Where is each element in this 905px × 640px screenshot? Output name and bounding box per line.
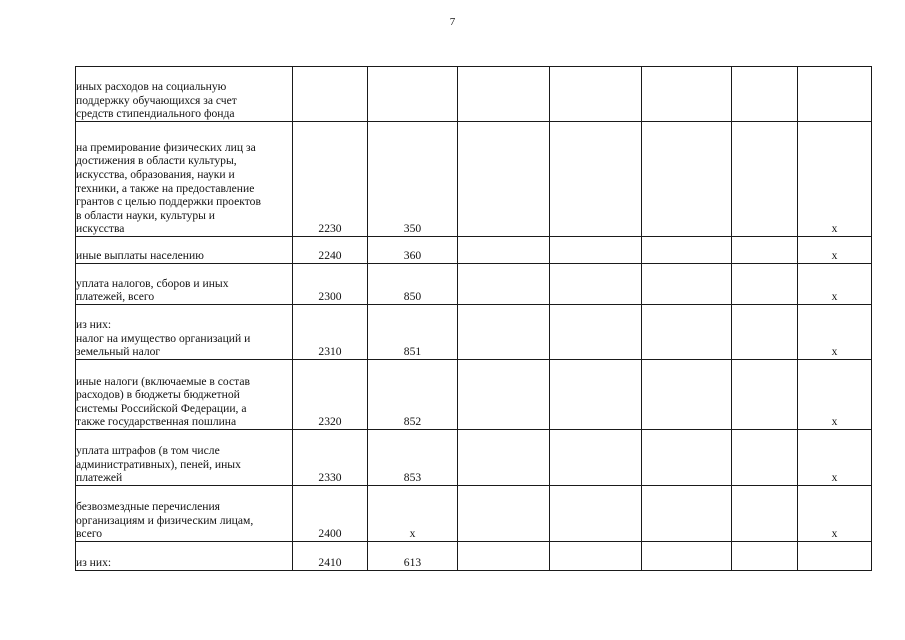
- table-row: [76, 264, 872, 305]
- line-code: 2300: [293, 264, 368, 305]
- amount-cell: [550, 237, 642, 264]
- description-line: уплата налогов, сборов и иных: [76, 276, 229, 290]
- description-line: всего: [76, 527, 103, 541]
- amount-cell: [642, 542, 732, 571]
- description-line: из них:: [76, 556, 112, 570]
- table-row: [76, 122, 872, 237]
- description-line: поддержку обучающихся за счет: [76, 93, 237, 107]
- amount-cell: [732, 486, 798, 542]
- table-row: [76, 486, 872, 542]
- not-applicable-mark: x: [798, 264, 872, 305]
- row-description: [76, 486, 293, 542]
- classification-code: 852: [368, 360, 458, 430]
- amount-cell: [642, 67, 732, 122]
- line-code: 2330: [293, 430, 368, 486]
- description-line: на премирование физических лиц за: [76, 140, 256, 154]
- amount-cell: [642, 360, 732, 430]
- classification-code: 850: [368, 264, 458, 305]
- amount-cell: [550, 360, 642, 430]
- amount-cell: [732, 360, 798, 430]
- amount-cell: [732, 122, 798, 237]
- not-applicable-mark: x: [798, 305, 872, 360]
- amount-cell: [550, 430, 642, 486]
- amount-cell: [642, 237, 732, 264]
- amount-cell: [732, 430, 798, 486]
- not-applicable-mark: x: [798, 237, 872, 264]
- classification-code: 851: [368, 305, 458, 360]
- description-line: иных расходов на социальную: [76, 80, 227, 94]
- description-line: техники, а также на предоставление: [76, 181, 255, 195]
- line-code: [293, 67, 368, 122]
- table-row: [76, 237, 872, 264]
- line-code: 2320: [293, 360, 368, 430]
- description-line: иные выплаты населению: [76, 249, 204, 263]
- amount-cell: [732, 237, 798, 264]
- table-row: [76, 542, 872, 571]
- amount-cell: [550, 486, 642, 542]
- row-description: [76, 264, 293, 305]
- amount-cell: [642, 122, 732, 237]
- not-applicable-mark: x: [798, 430, 872, 486]
- table-row: [76, 67, 872, 122]
- amount-cell: [458, 122, 550, 237]
- description-line: уплата штрафов (в том числе: [76, 444, 220, 458]
- classification-code: 613: [368, 542, 458, 571]
- description-line: административных), пеней, иных: [76, 457, 241, 471]
- classification-code: [368, 67, 458, 122]
- amount-cell: [550, 67, 642, 122]
- table-row: [76, 430, 872, 486]
- description-line: иные налоги (включаемые в состав: [76, 374, 250, 388]
- amount-cell: [550, 264, 642, 305]
- row-description: [76, 360, 293, 430]
- description-line: искусства: [76, 222, 125, 236]
- amount-cell: [458, 360, 550, 430]
- description-line: безвозмездные перечисления: [76, 500, 221, 514]
- expense-table-body: [76, 67, 872, 571]
- line-code: 2240: [293, 237, 368, 264]
- description-line: налог на имущество организаций и: [76, 331, 251, 345]
- amount-cell: [642, 430, 732, 486]
- classification-code: 853: [368, 430, 458, 486]
- amount-cell: [458, 305, 550, 360]
- amount-cell: [732, 305, 798, 360]
- row-description: [76, 542, 293, 571]
- description-line: также государственная пошлина: [76, 415, 237, 429]
- description-line: искусства, образования, науки и: [76, 168, 235, 182]
- amount-cell: [458, 486, 550, 542]
- amount-cell: [458, 67, 550, 122]
- not-applicable-mark: x: [798, 486, 872, 542]
- amount-cell: [642, 486, 732, 542]
- amount-cell: [550, 542, 642, 571]
- classification-code: x: [368, 486, 458, 542]
- amount-cell: [550, 305, 642, 360]
- table-row: [76, 305, 872, 360]
- not-applicable-mark: [798, 542, 872, 571]
- not-applicable-mark: x: [798, 122, 872, 237]
- description-line: расходов) в бюджеты бюджетной: [76, 388, 240, 402]
- amount-cell: [458, 430, 550, 486]
- description-line: платежей: [76, 471, 123, 485]
- description-line: из них:: [76, 318, 112, 332]
- row-description: [76, 67, 293, 122]
- classification-code: 360: [368, 237, 458, 264]
- amount-cell: [458, 264, 550, 305]
- amount-cell: [732, 264, 798, 305]
- amount-cell: [732, 542, 798, 571]
- amount-cell: [642, 264, 732, 305]
- description-line: грантов с целью поддержки проектов: [76, 195, 261, 209]
- amount-cell: [550, 122, 642, 237]
- amount-cell: [642, 305, 732, 360]
- description-line: системы Российской Федерации, а: [76, 401, 247, 415]
- row-description: [76, 122, 293, 237]
- row-description: [76, 430, 293, 486]
- row-description: [76, 305, 293, 360]
- line-code: 2230: [293, 122, 368, 237]
- line-code: 2310: [293, 305, 368, 360]
- classification-code: 350: [368, 122, 458, 237]
- page-number: 7: [449, 16, 456, 28]
- expense-table: [75, 66, 872, 571]
- table-row: [76, 360, 872, 430]
- description-line: организациям и физическим лицам,: [76, 513, 254, 527]
- row-description: [76, 237, 293, 264]
- line-code: 2410: [293, 542, 368, 571]
- description-line: платежей, всего: [76, 290, 155, 304]
- description-line: средств стипендиального фонда: [76, 107, 235, 121]
- amount-cell: [458, 237, 550, 264]
- description-line: в области науки, культуры и: [76, 208, 216, 222]
- not-applicable-mark: x: [798, 360, 872, 430]
- amount-cell: [458, 542, 550, 571]
- not-applicable-mark: [798, 67, 872, 122]
- line-code: 2400: [293, 486, 368, 542]
- description-line: достижения в области культуры,: [76, 154, 237, 168]
- description-line: земельный налог: [76, 345, 161, 359]
- amount-cell: [732, 67, 798, 122]
